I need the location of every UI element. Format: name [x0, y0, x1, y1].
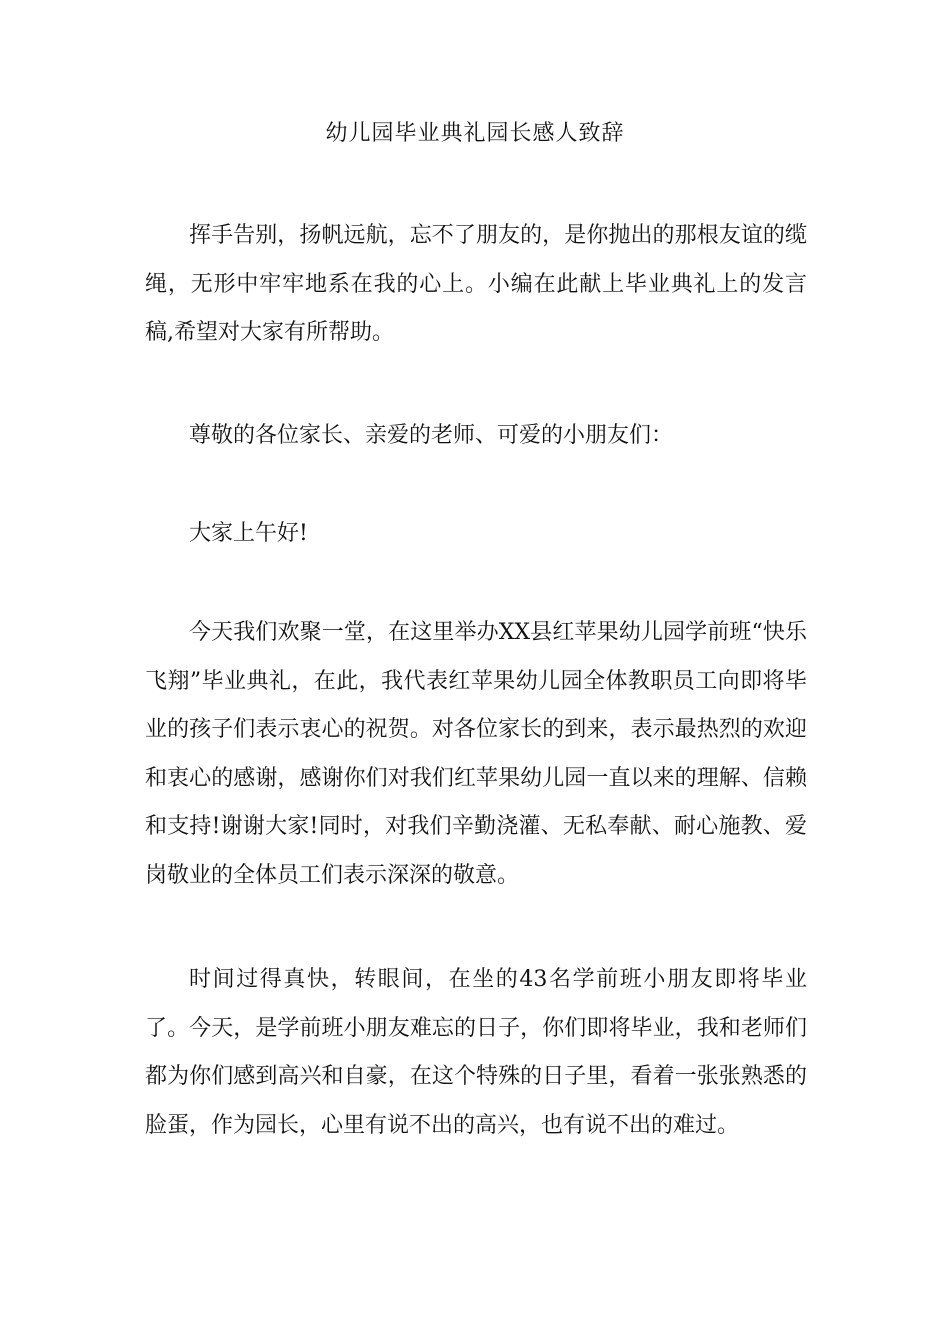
paragraph-intro: 挥手告别，扬帆远航，忘不了朋友的，是你抛出的那根友谊的缆绳，无形中牢牢地系在我的心上。小编在此献上毕业典礼上的发言稿,希望对大家有所帮助。 [145, 223, 807, 345]
paragraph-greeting: 大家上午好! [189, 521, 308, 546]
paragraph-graduation: 时间过得真快，转眼间，在坐的43名学前班小朋友即将毕业了。今天，是学前班小朋友难忘的日子，你们即将毕业，我和老师们都为你们感到高兴和自豪，在这个特殊的日子里，看着一张张熟悉的脸蛋，作为园长，心里有说不出的高兴，也有说不出的难过。 [145, 967, 807, 1138]
paragraph-salutation: 尊敬的各位家长、亲爱的老师、可爱的小朋友们： [189, 423, 674, 448]
paragraph-welcome: 今天我们欢聚一堂，在这里举办XX县红苹果幼儿园学前班“快乐飞翔”毕业典礼，在此，我代表红苹果幼儿园全体教职员工向即将毕业的孩子们表示衷心的祝贺。对各位家长的到来，表示最热烈的欢迎和衷心的感谢，感谢你们对我们红苹果幼儿园一直以来的理解、信赖和支持!谢谢大家!同时，对我们辛勤浇灌、无私奉献、耐心施教、爱岗敬业的全体员工们表示深深的敬意。 [145, 620, 807, 888]
document-title: 幼儿园毕业典礼园长感人致辞 [325, 121, 625, 146]
